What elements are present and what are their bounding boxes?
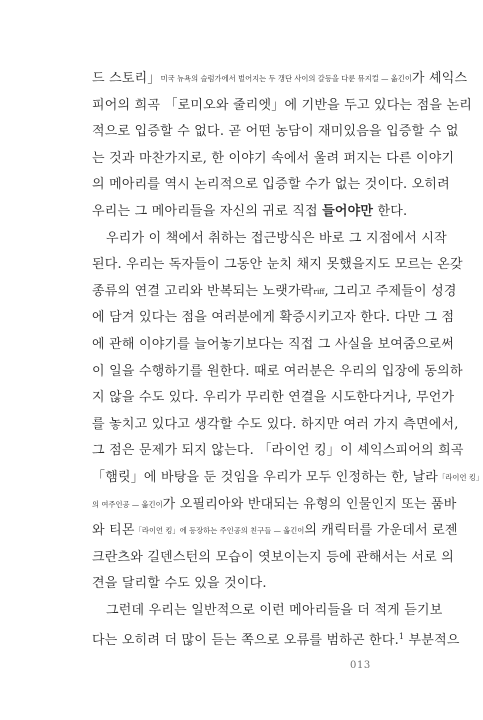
text-line <box>92 385 455 412</box>
text-span: 에 관해 이야기를 늘어놓기보다는 직접 그 사실을 보여줌으로써 <box>92 336 455 352</box>
text-span: 드 스토리」 <box>92 71 161 86</box>
text-line <box>92 518 458 545</box>
text-span: 견을 달리할 수도 있을 것이다. <box>92 576 267 592</box>
text-span: 지 않을 수도 있다. 우리가 무리한 연결을 시도한다거나, 무언가 <box>92 390 455 406</box>
text-span: 를 놓치고 있다고 생각할 수도 있다. 하지만 여러 가지 측면에서, <box>92 416 459 432</box>
text-span: 가 셰익스 <box>411 71 468 86</box>
text-line <box>92 172 450 199</box>
text-line <box>92 332 455 359</box>
text-line <box>92 199 408 226</box>
text-span: 적으로 입증할 수 없다. 곧 어떤 농담이 재미있음을 입증할 수 없 <box>92 124 459 140</box>
text-span: 종류의 연결 고리와 반복되는 노랫가락 <box>92 283 314 299</box>
page-number: 013 <box>350 660 371 671</box>
text-span: 우리가 이 책에서 취하는 접근방식은 바로 그 지점에서 시작 <box>106 230 447 246</box>
text-span: 이 일을 수행하기를 원한다. 때로 여러분은 우리의 입장에 동의하 <box>92 363 463 379</box>
translator-note: 미국 뉴욕의 슬럼가에서 벌어지는 두 갱단 사이의 갈등을 다룬 뮤지컬 — 옮긴이 <box>160 74 412 83</box>
text-line <box>92 412 459 439</box>
text-line <box>92 492 457 519</box>
body-text <box>92 66 483 651</box>
text-span: 그 점은 문제가 되지 않는다. 「라이언 킹」이 셰익스피어의 희곡 <box>92 443 464 459</box>
text-line <box>92 119 459 146</box>
text-span: 부분적으 <box>404 633 460 649</box>
text-span: 와 티몬 <box>92 523 135 539</box>
translator-note: 「라이언 킹」 <box>438 472 483 482</box>
text-span: 된다. 우리는 독자들이 그동안 눈치 채지 못했을지도 모르는 온갖 <box>92 257 463 273</box>
text-line <box>92 571 390 598</box>
text-line <box>92 279 457 306</box>
footnote-marker[interactable]: 1 <box>398 632 405 642</box>
text-span: 피어의 희곡 「로미오와 줄리엣」에 기반을 두고 있다는 점을 논리 <box>92 97 473 113</box>
english-gloss: riff <box>313 286 325 296</box>
text-span: 의 캐릭터를 가운데서 로젠 <box>304 523 458 539</box>
text-line <box>92 66 468 93</box>
paragraph-start-line <box>92 598 443 625</box>
text-span: 크란츠와 길덴스턴의 모습이 엿보이는지 등에 관해서는 서로 의 <box>92 549 455 565</box>
emphasized-text: 들어야만 <box>322 203 374 219</box>
text-span: 한다. <box>373 203 408 219</box>
text-span: 는 것과 마찬가지로, 한 이야기 속에서 울려 퍼지는 다른 이야기 <box>92 150 455 166</box>
text-span: 의 메아리를 역시 논리적으로 입증할 수가 없는 것이다. 오히려 <box>92 177 450 193</box>
text-span: 가 오필리아와 반대되는 유형의 인물인지 또는 품바 <box>162 496 457 512</box>
text-line <box>92 438 464 465</box>
text-span: 「햄릿」에 바탕을 둔 것임을 우리가 모두 인정하는 한, 날라 <box>92 469 439 485</box>
text-line <box>92 359 463 386</box>
text-line <box>92 93 473 120</box>
text-span: 에 담겨 있다는 점을 여러분에게 확증시키고자 한다. 다만 그 점 <box>92 310 455 326</box>
text-span: , 그리고 주제들이 성경 <box>324 283 457 299</box>
translator-note: 의 여주인공 — 옮긴이 <box>92 499 163 509</box>
text-span: 다는 오히려 더 많이 듣는 쪽으로 오류를 범하곤 한다. <box>92 633 399 649</box>
text-line <box>92 146 455 173</box>
translator-note: 「라이언 킹」에 등장하는 주인공의 친구들 — 옮긴이 <box>134 526 305 536</box>
text-span: 그런데 우리는 일반적으로 이런 메아리들을 더 적게 듣기보 <box>106 602 443 618</box>
text-line <box>92 624 460 651</box>
text-line <box>92 305 455 332</box>
text-line <box>92 252 463 279</box>
text-span: 우리는 그 메아리들을 자신의 귀로 직접 <box>92 203 323 219</box>
text-line <box>92 465 483 492</box>
paragraph-start-line <box>92 226 447 253</box>
text-line <box>92 545 455 572</box>
